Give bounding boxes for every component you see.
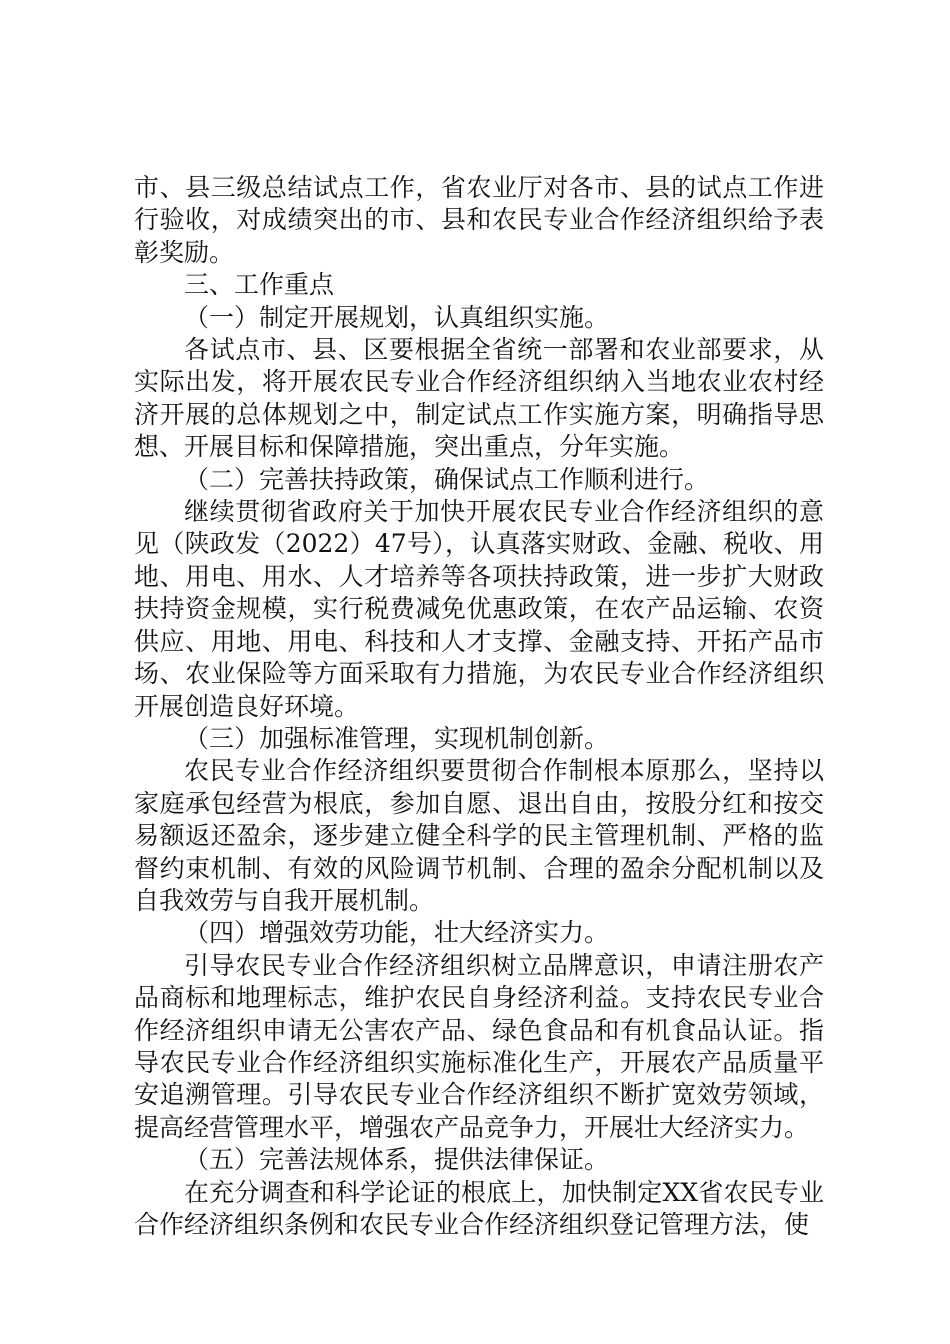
paragraph-4: 引导农民专业合作经济组织树立品牌意识，申请注册农产品商标和地理标志，维护农民自身经济利益。支持农民专业合作经济组织申请无公害农产品、绿色食品和有机食品认证。指导农民专业合作经济组织实施标准化生产，开展农产品质量平安追溯管理。引导农民专业合作经济组织不断扩宽效劳领域，提高经营管理水平，增强农产品竞争力，开展壮大经济实力。 [134,950,824,1142]
paragraph-3: 农民专业合作经济组织要贯彻合作制根本原那么，坚持以家庭承包经营为根底，参加自愿、退出自由，按股分红和按交易额返还盈余，逐步建立健全科学的民主管理机制、严格的监督约束机制、有效的风险调节机制、合理的盈余分配机制以及自我效劳与自我开展机制。 [134,756,824,915]
subheading-5: （五）完善法规体系，提供法律保证。 [184,1145,610,1175]
subheading-4: （四）增强效劳功能，壮大经济实力。 [184,918,610,948]
paragraph-1: 各试点市、县、区要根据全省统一部署和农业部要求，从实际出发，将开展农民专业合作经济组织纳入当地农业农村经济开展的总体规划之中，制定试点工作实施方案，明确指导思想、开展目标和保障措施，突出重点，分年实施。 [134,335,824,462]
subheading-2: （二）完善扶持政策，确保试点工作顺利进行。 [184,464,710,494]
subheading-3: （三）加强标准管理，实现机制创新。 [184,723,610,753]
section-heading-work-focus: 三、工作重点 [184,270,335,300]
paragraph-continuation: 市、县三级总结试点工作，省农业厅对各市、县的试点工作进行验收，对成绩突出的市、县和农民专业合作经济组织给予表彰奖励。 [134,173,824,267]
paragraph-2: 继续贯彻省政府关于加快开展农民专业合作经济组织的意见（陕政发（2022）47号），认真落实财政、金融、税收、用地、用电、用水、人才培养等各项扶持政策，进一步扩大财政扶持资金规模，实行税费减免优惠政策，在农产品运输、农资供应、用地、用电、科技和人才支撑、金融支持、开拓产品市场、农业保险等方面采取有力措施，为农民专业合作经济组织开展创造良好环境。 [134,497,824,721]
subheading-1: （一）制定开展规划，认真组织实施。 [184,302,610,332]
paragraph-5: 在充分调查和科学论证的根底上，加快制定XX省农民专业合作经济组织条例和农民专业合作经济组织登记管理方法，使 [134,1177,824,1239]
document-body [134,172,824,1241]
